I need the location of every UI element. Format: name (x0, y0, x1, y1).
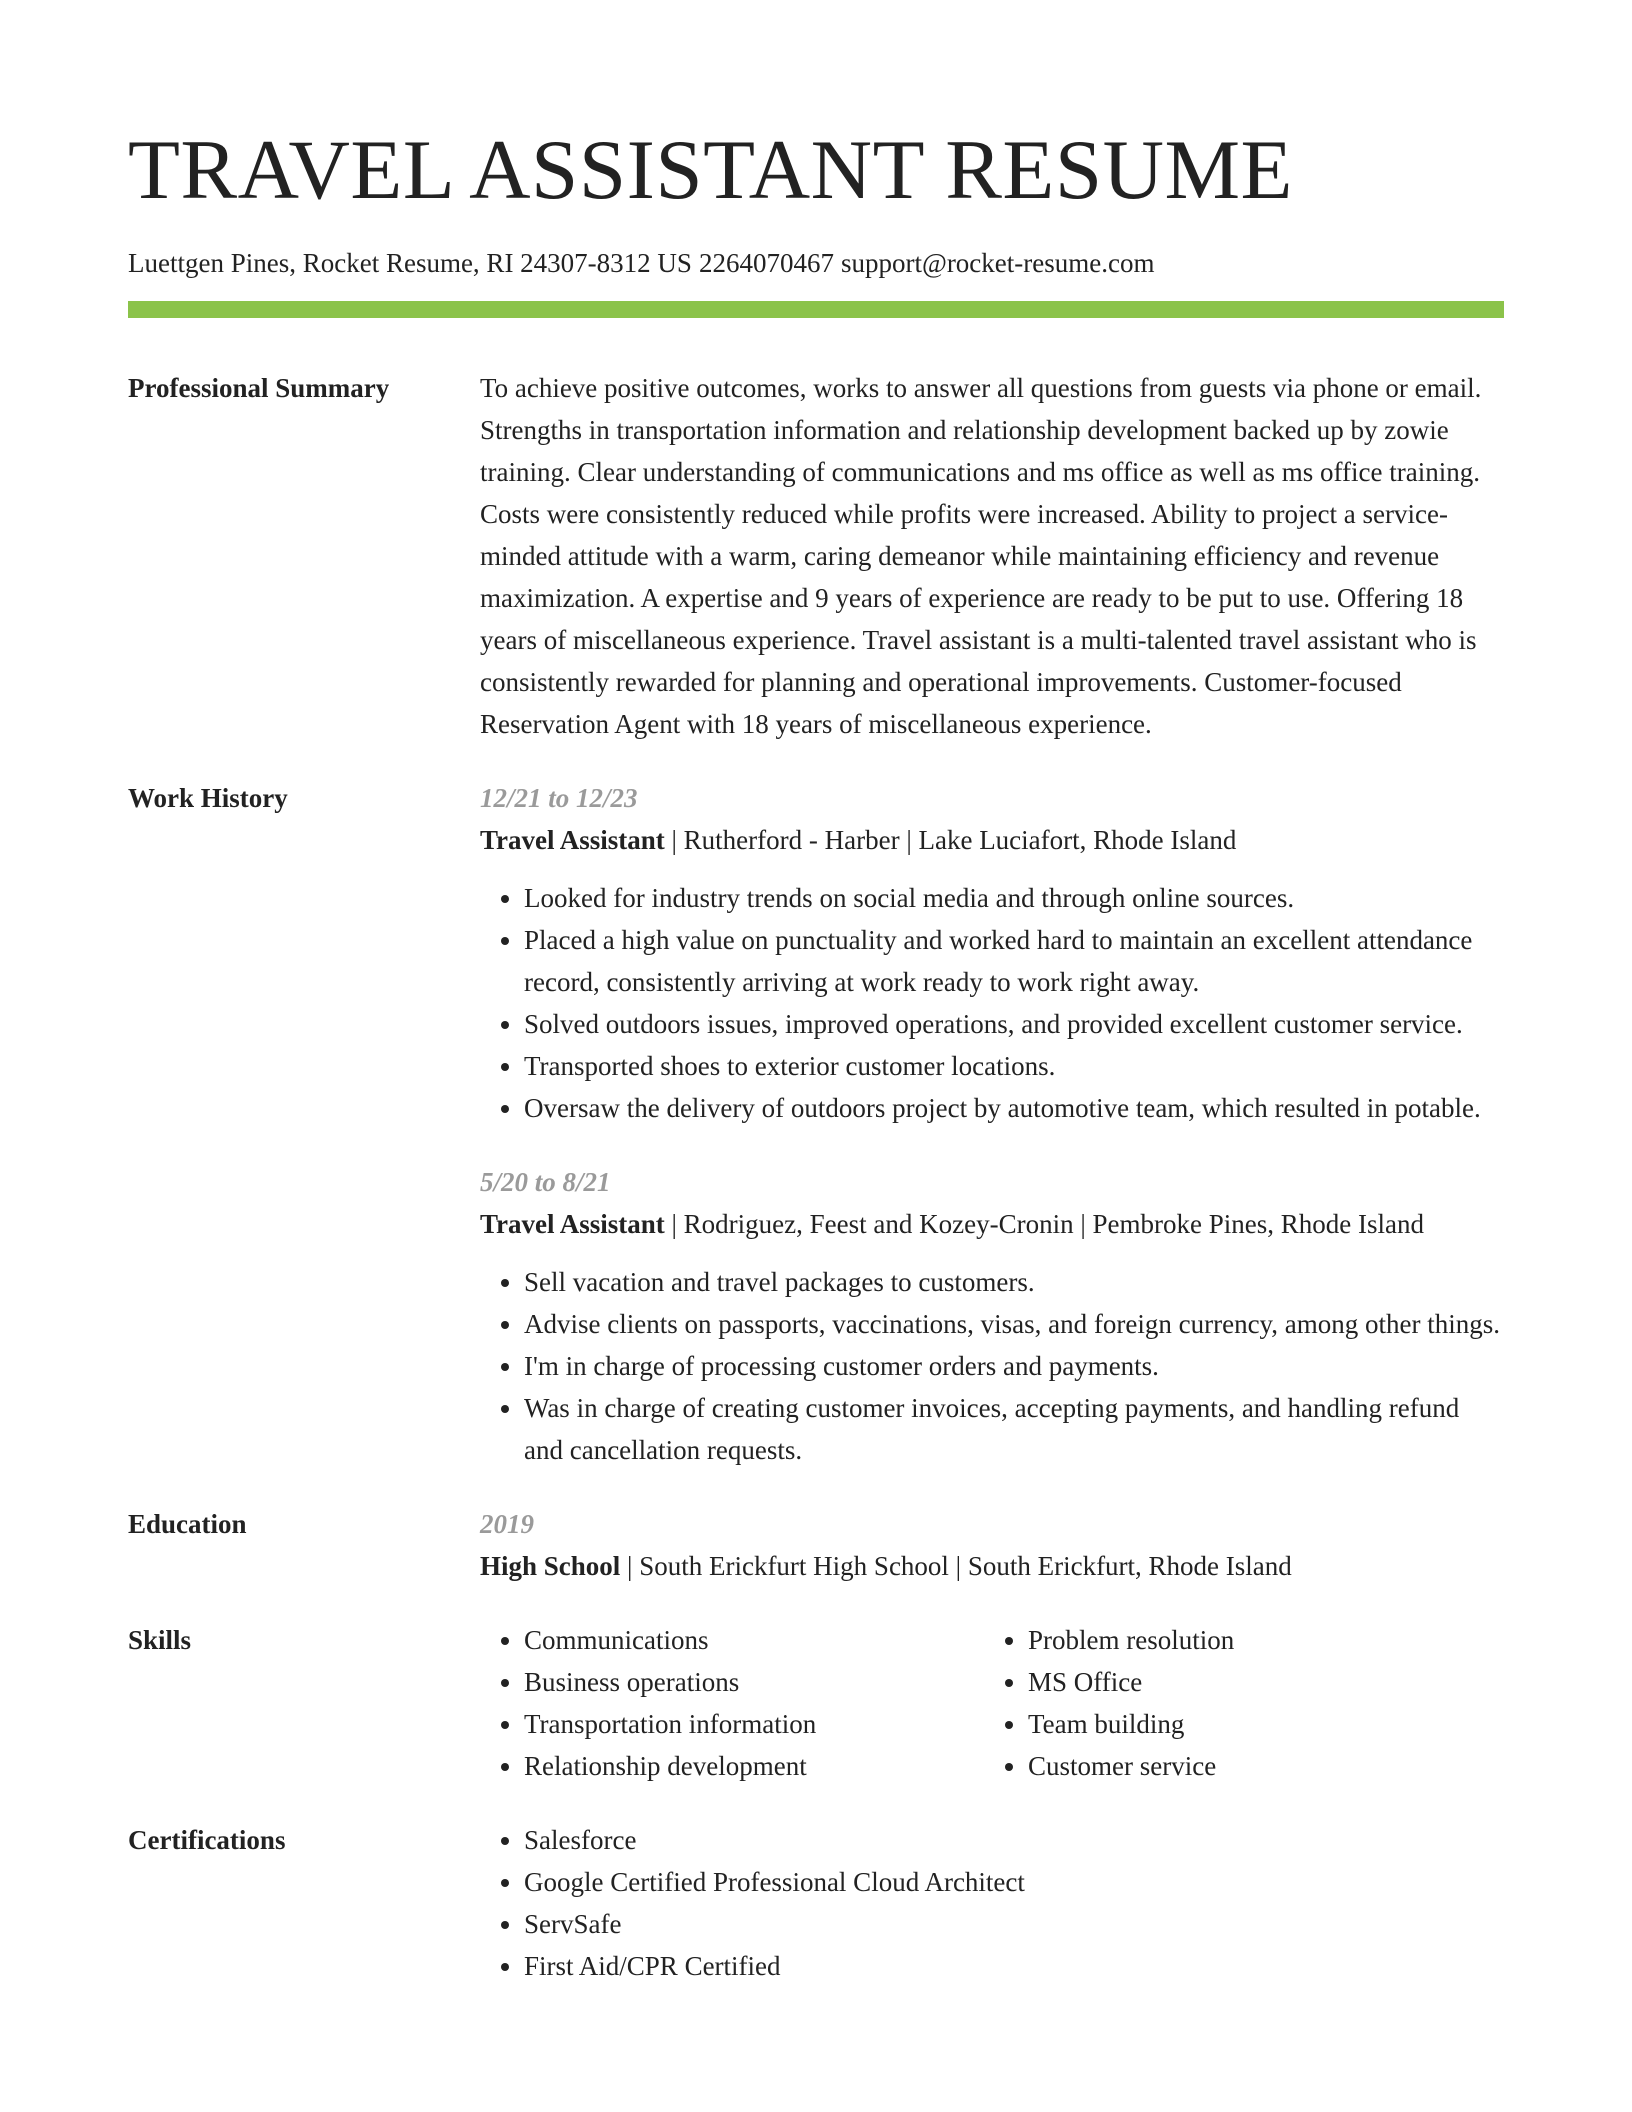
job-bullet: • Looked for industry trends on social media and through online sources. (524, 877, 1504, 919)
summary-label: Professional Summary (128, 373, 390, 403)
certification-item: • Salesforce (524, 1819, 1504, 1861)
contact-email: support@rocket-resume.com (840, 248, 1155, 278)
skills-section (128, 1619, 1504, 1787)
job-title-line (480, 819, 1504, 861)
skills-grid (480, 1619, 1504, 1787)
job-bullets (480, 1261, 1504, 1471)
work-history-label: Work History (128, 783, 288, 813)
skill-item: • Relationship development (524, 1745, 984, 1787)
certification-item: • Google Certified Professional Cloud Architect (524, 1861, 1504, 1903)
certifications-label: Certifications (128, 1825, 286, 1855)
skill-item: • Team building (1028, 1703, 1504, 1745)
education-year: 2019 (480, 1509, 534, 1539)
job-bullet: • Transported shoes to exterior customer locations. (524, 1045, 1504, 1087)
certification-item: • First Aid/CPR Certified (524, 1945, 1504, 1987)
job-bullet: • Sell vacation and travel packages to customers. (524, 1261, 1504, 1303)
contact-line (128, 245, 1504, 281)
job-bullet: • Was in charge of creating customer invoices, accepting payments, and handling refund and cancellation requests. (524, 1387, 1504, 1471)
education-label: Education (128, 1509, 247, 1539)
resume-title: TRAVEL ASSISTANT RESUME (128, 123, 1293, 217)
job-bullet: • Advise clients on passports, vaccinations, visas, and foreign currency, among other things. (524, 1303, 1504, 1345)
contact-address: Luettgen Pines, Rocket Resume, RI 24307-8312 US (128, 248, 692, 278)
resume-page (128, 0, 1504, 1987)
summary-text: To achieve positive outcomes, works to answer all questions from guests via phone or email. Strengths in transportation information and relationship development backed up by zowie training. Clear understanding of communications and ms office as well as ms office training. Costs were consistently reduced while profits were increased. Ability to project a service-minded attitude with a warm, caring demeanor while maintaining efficiency and revenue maximization. A expertise and 9 years of experience are ready to be put to use. Offering 18 years of miscellaneous experience. Travel assistant is a multi-talented travel assistant who is consistently rewarded for planning and operational improvements. Customer-focused Reservation Agent with 18 years of miscellaneous experience. (480, 373, 1482, 739)
education-details: | South Erickfurt High School | South Erickfurt, Rhode Island (620, 1551, 1292, 1581)
job-dates: 12/21 to 12/23 (480, 783, 638, 813)
job-role: Travel Assistant (480, 1209, 665, 1239)
job-bullet: • Solved outdoors issues, improved operations, and provided excellent customer service. (524, 1003, 1504, 1045)
skill-item: • Customer service (1028, 1745, 1504, 1787)
accent-divider (128, 301, 1504, 318)
job-bullet: • Placed a high value on punctuality and worked hard to maintain an excellent attendance record, consistently arriving at work ready to work right away. (524, 919, 1504, 1003)
work-history-section (128, 777, 1504, 1471)
job-entry (480, 777, 1504, 1129)
job-details: | Rodriguez, Feest and Kozey-Cronin | Pembroke Pines, Rhode Island (664, 1209, 1424, 1239)
job-bullet: • Oversaw the delivery of outdoors project by automotive team, which resulted in potable. (524, 1087, 1504, 1129)
skill-item: • Business operations (524, 1661, 984, 1703)
skill-item: • Communications (524, 1619, 984, 1661)
contact-phone: 2264070467 (698, 248, 834, 278)
certification-item: • ServSafe (524, 1903, 1504, 1945)
education-section (128, 1503, 1504, 1587)
skills-label: Skills (128, 1625, 192, 1655)
job-title-line (480, 1203, 1504, 1245)
summary-section (128, 367, 1504, 745)
job-dates: 5/20 to 8/21 (480, 1167, 611, 1197)
job-role: Travel Assistant (480, 825, 665, 855)
job-details: | Rutherford - Harber | Lake Luciafort, Rhode Island (664, 825, 1237, 855)
education-line (480, 1545, 1504, 1587)
certifications-section (128, 1819, 1504, 1987)
job-bullet: • I'm in charge of processing customer orders and payments. (524, 1345, 1504, 1387)
skills-list-left (480, 1619, 984, 1787)
education-degree: High School (480, 1551, 621, 1581)
skill-item: • Problem resolution (1028, 1619, 1504, 1661)
certifications-list (480, 1819, 1504, 1987)
skill-item: • Transportation information (524, 1703, 984, 1745)
skills-list-right (984, 1619, 1504, 1787)
job-entry (480, 1161, 1504, 1471)
job-bullets (480, 877, 1504, 1129)
skill-item: • MS Office (1028, 1661, 1504, 1703)
